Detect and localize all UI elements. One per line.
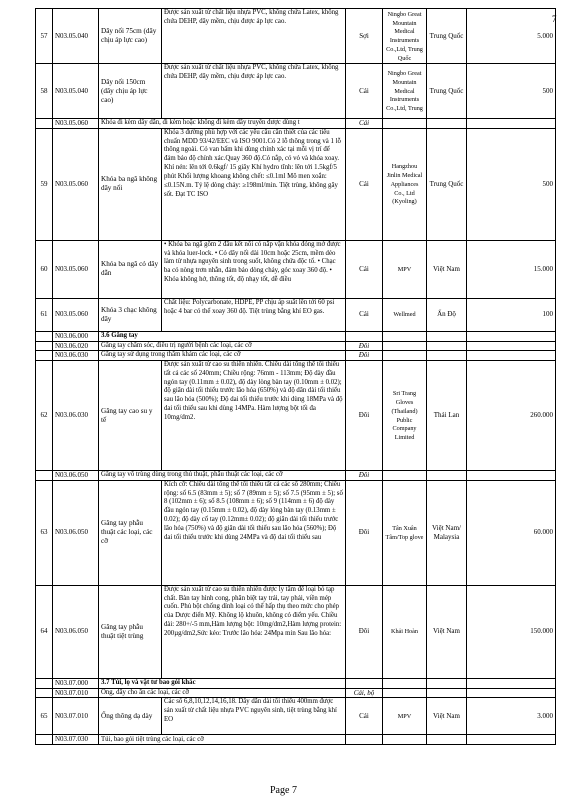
group-row — [36, 351, 556, 361]
item-unit: Sợi — [346, 9, 383, 64]
item-name: Khóa 3 chạc không dây — [99, 298, 162, 331]
item-code: N03.06.050 — [53, 585, 99, 678]
item-description: Chất liệu: Polycarbonate, HDPE, PP chịu áp suất lên tới 60 psi hoặc 4 bar có thể xoay 360 độ. Tiệt trùng bằng khí EO gas. — [162, 298, 346, 331]
table-row — [36, 698, 556, 735]
manufacturer-text: Ningbo Great Mountain Medical Instruments Co.,Ltd, Trung Quốc — [386, 10, 423, 62]
row-number: 59 — [36, 128, 53, 240]
item-unit: Cái — [346, 128, 383, 240]
item-price: 5.000 — [467, 9, 556, 64]
price-table — [35, 8, 556, 745]
group-title: Ống, dây cho ăn các loại, các cỡ — [99, 688, 346, 698]
item-price: 500 — [467, 128, 556, 240]
empty-cell — [383, 341, 427, 351]
empty-cell — [467, 688, 556, 698]
group-row — [36, 341, 556, 351]
table-row — [36, 298, 556, 331]
item-name: Dây nối 150cm (dây chịu áp lực cao) — [99, 64, 162, 119]
item-name: Khóa ba ngã không dây nối — [99, 128, 162, 240]
item-description: • Khóa ba ngã gồm 2 đầu kết nối có nắp vặn khóa đóng mở được và khóa luer-lock. • Có dây nối dài 10cm hoặc 25cm, mềm dẻo làm từ nhựa nguyên sinh trong suốt, không chứa độc tố. • Chạc ba có nòng trơn nhẵn, đảm bảo dòng chảy, góc xoay 360 độ. • Khóa không hở, thông tốt, độ nhạy tốt, dễ điều — [162, 240, 346, 298]
item-price: 100 — [467, 298, 556, 331]
item-unit: Đôi — [346, 585, 383, 678]
row-number: 65 — [36, 698, 53, 735]
group-row — [36, 688, 556, 698]
manufacturer-text: MPV — [397, 265, 412, 273]
table-row — [36, 9, 556, 64]
item-name: Găng tay phẫu thuật tiệt trùng — [99, 585, 162, 678]
group-title: Găng tay chăm sóc, điều trị người bệnh các loại, các cỡ — [99, 341, 346, 351]
group-code: N03.06.000 — [53, 331, 99, 341]
empty-cell — [383, 688, 427, 698]
item-code: N03.06.030 — [53, 361, 99, 471]
group-title: Găng tay vô trùng dùng trong thủ thuật, phẫu thuật các loại, các cỡ — [99, 471, 346, 481]
empty-cell — [36, 331, 53, 341]
group-code: N03.05.060 — [53, 119, 99, 129]
item-description: Các số 6,8,10,12,14,16,18. Dây dẫn dài tối thiểu 400mm được sản xuất từ chất liệu nhựa PVC nguyên sinh, tiệt trùng bằng khí EO — [162, 698, 346, 735]
empty-cell — [36, 678, 53, 688]
item-description: Kích cỡ: Chiều dài tổng thể tối thiểu tất cả các số 280mm; Chiều rộng: số 6.5 (83mm ± 5); số 7 (89mm ± 5); số 7.5 (95mm ± 5); số 8 (102mm ± 6); số 8.5 (108mm ± 6); số 9 (114mm ± 6) độ dày đầu ngón tay (0.15mm ± 0.02), độ dày lòng bàn tay (0.13mm ± 0.02); độ dày cổ tay (0.12mm± 0.02); độ giãn dài tối thiểu trước lão hóa (750%) và độ giãn dài tối thiểu sau lão hóa (560%); Độ dai tối thiểu trước khi dùng 24MPa và độ dai tối thiểu sau — [162, 480, 346, 585]
empty-cell — [427, 341, 467, 351]
group-title: Túi, bao gói tiệt trùng các loại, các cỡ — [99, 735, 346, 745]
item-price: 260.000 — [467, 361, 556, 471]
item-price: 150.000 — [467, 585, 556, 678]
item-origin: Trung Quốc — [427, 128, 467, 240]
group-unit: Cái, bộ — [346, 688, 383, 698]
item-code: N03.07.010 — [53, 698, 99, 735]
empty-cell — [383, 678, 427, 688]
row-number: 60 — [36, 240, 53, 298]
item-price: 15.000 — [467, 240, 556, 298]
item-code: N03.05.040 — [53, 9, 99, 64]
group-row — [36, 735, 556, 745]
item-description: Được sản xuất từ chất liệu nhựa PVC, không chứa Latex, không chứa DEHP, dây mềm, chịu được áp lực cao. — [162, 64, 346, 119]
empty-cell — [467, 678, 556, 688]
row-number: 58 — [36, 64, 53, 119]
item-manufacturer — [383, 698, 427, 735]
empty-cell — [427, 119, 467, 129]
item-code: N03.05.040 — [53, 64, 99, 119]
item-unit: Cái — [346, 298, 383, 331]
row-number: 63 — [36, 480, 53, 585]
item-manufacturer — [383, 480, 427, 585]
item-manufacturer — [383, 128, 427, 240]
item-price: 60.000 — [467, 480, 556, 585]
empty-cell — [427, 735, 467, 745]
empty-cell — [36, 351, 53, 361]
empty-cell — [36, 341, 53, 351]
item-code: N03.06.050 — [53, 480, 99, 585]
empty-cell — [427, 471, 467, 481]
group-unit — [346, 331, 383, 341]
item-name: Dây nối 75cm (dây chịu áp lực cao) — [99, 9, 162, 64]
manufacturer-text: Wellmed — [393, 311, 416, 319]
item-manufacturer — [383, 361, 427, 471]
item-origin: Trung Quốc — [427, 64, 467, 119]
table-body — [36, 9, 556, 745]
item-name: Găng tay phẫu thuật các loại, các cỡ — [99, 480, 162, 585]
table-row — [36, 361, 556, 471]
item-name: Khóa ba ngã có dây dẫn — [99, 240, 162, 298]
manufacturer-text: Khải Hoàn — [391, 628, 418, 636]
empty-cell — [383, 471, 427, 481]
item-origin: Việt Nam — [427, 585, 467, 678]
item-description: Khóa 3 đường phù hợp với các yêu cầu cần thiết của các tiêu chuẩn MDD 93/42/EEC và ISO 9001.Có 2 lỗ thông trong và 1 lỗ thông ngoài. Có van bấm khi dùng chính xác tại mỗi vị trí để đảm bảo độ chính xác.Quay 360 độ.Có nắp, có vỏ và khóa xoay. Khí nén: lên tới 0.6kgf/ 15 giây Khí hydro tĩnh: lên tới 1.5kgf/5 phút Khối lượng khoang không chết: ≤0.1ml Mô men xoắn: ≤0.15N.m. Tỷ lệ dòng chảy: ≥198ml/min. Tiệt trùng, không gây sốt. Đạt TC ISO — [162, 128, 346, 240]
item-name: Ống thông dạ dày — [99, 698, 162, 735]
item-manufacturer — [383, 585, 427, 678]
group-title: Khóa đi kèm dây dẫn, đi kèm hoặc không đi kèm dây truyền dược dùng t — [99, 119, 346, 129]
group-title: 3.7 Túi, lọ và vật tư bao gói khác — [99, 678, 346, 688]
empty-cell — [427, 331, 467, 341]
group-unit: Cái — [346, 119, 383, 129]
group-row — [36, 471, 556, 481]
group-code: N03.06.020 — [53, 341, 99, 351]
item-description: Được sản xuất từ chất liệu nhựa PVC, không chứa Latex, không chứa DEHP, dây mềm, chịu được áp lực cao. — [162, 9, 346, 64]
row-number: 61 — [36, 298, 53, 331]
empty-cell — [36, 735, 53, 745]
group-unit — [346, 735, 383, 745]
group-code: N03.07.000 — [53, 678, 99, 688]
item-origin: Ấn Độ — [427, 298, 467, 331]
item-name: Găng tay cao su y tế — [99, 361, 162, 471]
item-code: N03.05.060 — [53, 298, 99, 331]
item-price: 500 — [467, 64, 556, 119]
empty-cell — [467, 331, 556, 341]
item-manufacturer — [383, 9, 427, 64]
row-number: 57 — [36, 9, 53, 64]
table-row — [36, 240, 556, 298]
group-row — [36, 119, 556, 129]
group-title: Găng tay sử dụng trong thăm khám các loại, các cỡ — [99, 351, 346, 361]
row-number: 62 — [36, 361, 53, 471]
empty-cell — [427, 688, 467, 698]
item-unit: Cái — [346, 240, 383, 298]
item-origin: Trung Quốc — [427, 9, 467, 64]
item-unit: Cái — [346, 64, 383, 119]
empty-cell — [467, 341, 556, 351]
empty-cell — [36, 471, 53, 481]
item-manufacturer — [383, 240, 427, 298]
item-unit: Đôi — [346, 480, 383, 585]
item-code: N03.05.060 — [53, 128, 99, 240]
item-origin: Thái Lan — [427, 361, 467, 471]
empty-cell — [383, 119, 427, 129]
group-unit: Đôi — [346, 471, 383, 481]
item-origin: Việt Nam — [427, 240, 467, 298]
manufacturer-text: Hangzhou Jinlin Medical Appliances Co., Ltd (Kyoling) — [386, 163, 423, 206]
item-code: N03.05.060 — [53, 240, 99, 298]
section-row — [36, 331, 556, 341]
group-code: N03.06.030 — [53, 351, 99, 361]
table-row — [36, 64, 556, 119]
table-row — [36, 128, 556, 240]
group-code: N03.07.030 — [53, 735, 99, 745]
item-description: Được sản xuất từ cao su thiên nhiên. Chiều dài tổng thể tối thiểu tất cả các số 240mm; Chiều rộng: 76mm - 113mm; Độ dày đầu ngón tay (0.11mm ± 0.02), độ dày lòng bàn tay (0.10mm ± 0.02); độ giãn dài tối thiểu trước lão hóa (650%) và độ dãn dài tối thiểu sau lão hóa (500%); Độ dai tối thiểu trước khi dùng 18MPa và độ dai tối thiểu sau khi dùng 14MPa. Hàm lượng bột tối đa 10mg/dm2. — [162, 361, 346, 471]
table-row — [36, 480, 556, 585]
empty-cell — [383, 735, 427, 745]
row-number: 64 — [36, 585, 53, 678]
section-row — [36, 678, 556, 688]
manufacturer-text: Tân Xuân Tâm/Top glove — [385, 525, 424, 541]
group-code: N03.07.010 — [53, 688, 99, 698]
item-manufacturer — [383, 64, 427, 119]
item-origin: Việt Nam/ Malaysia — [427, 480, 467, 585]
empty-cell — [467, 119, 556, 129]
item-description: Được sản xuất từ cao su thiên nhiên được ly tâm để loại bỏ tạp chất. Bàn tay hình cong, phân biệt tay trái, tay phải, viền mép cuốn. Phủ bột chống dính loại có thể hấp thụ theo mức cho phép của Dược điển Mỹ. Không lộ khuôn, không có điểm yếu. Chiều dài: 280+/-5 mm,Hàm lượng bột: 10mg/dm2,Hàm lượng protein: 200µg/dm2,Sức kéo: Trước lão hóa: 24Mpa min Sau lão hóa: — [162, 585, 346, 678]
empty-cell — [467, 351, 556, 361]
group-unit: Đôi — [346, 351, 383, 361]
empty-cell — [36, 688, 53, 698]
group-unit — [346, 678, 383, 688]
empty-cell — [427, 351, 467, 361]
item-unit: Đôi — [346, 361, 383, 471]
manufacturer-text: Sri Trang Gloves (Thailand) Public Company Limited — [391, 390, 418, 441]
empty-cell — [383, 351, 427, 361]
manufacturer-text: MPV — [397, 712, 412, 720]
item-manufacturer — [383, 298, 427, 331]
empty-cell — [383, 331, 427, 341]
item-origin: Việt Nam — [427, 698, 467, 735]
item-price: 3.000 — [467, 698, 556, 735]
group-title: 3.6 Găng tay — [99, 331, 346, 341]
item-unit: Cái — [346, 698, 383, 735]
empty-cell — [467, 471, 556, 481]
corner-mark: 7 — [552, 14, 557, 24]
page-footer: Page 7 — [270, 785, 297, 796]
empty-cell — [36, 119, 53, 129]
table-row — [36, 585, 556, 678]
empty-cell — [427, 678, 467, 688]
group-code: N03.06.050 — [53, 471, 99, 481]
group-unit: Đôi — [346, 341, 383, 351]
manufacturer-text: Ningbo Great Mountain Medical Instruments Co.,Ltd, Trung — [386, 70, 423, 113]
empty-cell — [467, 735, 556, 745]
